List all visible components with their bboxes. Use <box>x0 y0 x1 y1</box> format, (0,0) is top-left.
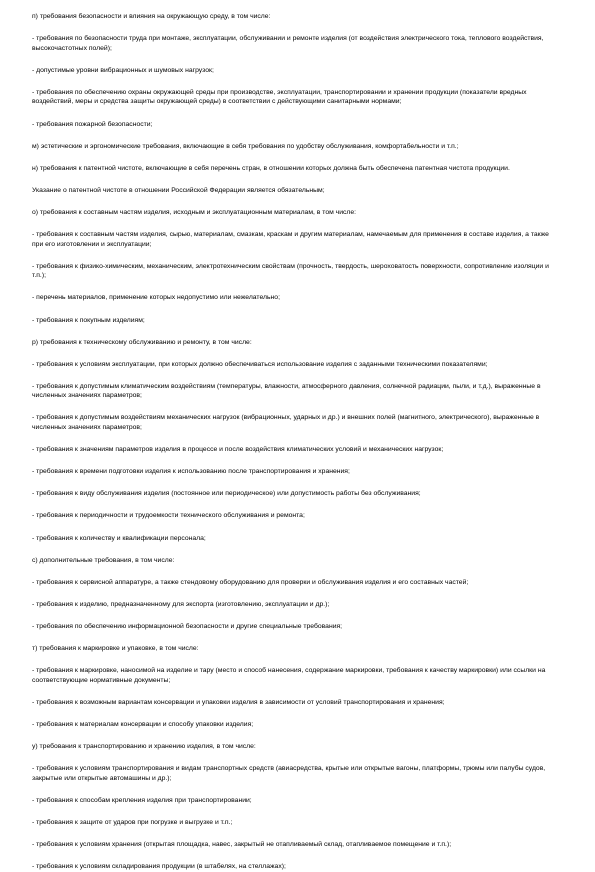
paragraph: - требования по обеспечению информационной безопасности и другие специальные требования; <box>32 622 343 630</box>
paragraph: - требования к возможным вариантам консервации и упаковки изделия в зависимости от условий транспортирования и хранения; <box>32 698 445 706</box>
paragraph: - требования к допустимым климатическим воздействиям (температуры, влажности, атмосферного давления, солнечной радиации, пыли, и т.д.), выраженные в численных значениях параметров; <box>32 382 541 400</box>
paragraph: с) дополнительные требования, в том числе: <box>32 556 175 564</box>
paragraph: о) требования к составным частям изделия, исходным и эксплуатационным материалам, в том числе: <box>32 208 357 216</box>
paragraph: Указание о патентной чистоте в отношении Российской Федерации является обязательным; <box>32 186 325 194</box>
paragraph: - требования к условиям транспортирования и видам транспортных средств (авиасредства, крытые или открытые вагоны, платформы, трюмы или палубы судов, закрытые или открытые автомашины и др.); <box>32 765 546 782</box>
paragraph: п) требования безопасности и влияния на окружающую среду, в том числе: <box>32 13 271 20</box>
paragraph: - требования к способам крепления изделия при транспортировании; <box>32 796 252 804</box>
paragraph: - требования к количеству и квалификации персонала; <box>32 534 206 542</box>
paragraph: - требования к времени подготовки изделия к использованию после транспортирования и хранения; <box>32 468 350 476</box>
paragraph: - требования к периодичности и трудоемкости технического обслуживания и ремонта; <box>32 512 305 520</box>
paragraph: м) эстетические и эргономические требования, включающие в себя требования по удобству обслуживания, комфортабельности и т.п.; <box>32 142 459 150</box>
paragraph: - требования к условиям хранения (открытая площадка, навес, закрытый не отапливаемый склад, отапливаемое помещение и т.п.); <box>32 840 452 848</box>
paragraph: - допустимые уровни вибрационных и шумовых нагрузок; <box>32 66 214 74</box>
paragraph: - требования к виду обслуживания изделия (постоянное или периодическое) или допустимость работы без обслуживания; <box>32 490 421 498</box>
paragraph: т) требования к маркировке и упаковке, в том числе: <box>32 645 199 652</box>
paragraph: - требования к сервисной аппаратуре, а также стендовому оборудованию для проверки и обслуживания изделия и его составных частей; <box>32 578 469 586</box>
paragraph: - требования к допустимым воздействиям механических нагрузок (вибрационных, ударных и др.) и внешних полей (магнитного, электрического), выраженные в численных значениях параметров; <box>32 414 540 432</box>
paragraph: - требования к маркировке, наносимой на изделие и тару (место и способ нанесения, содержание маркировки, требования к качеству маркировки) или ссылки на соответствующие нормативные документы; <box>32 667 546 684</box>
paragraph: - перечень материалов, применение которых недопустимо или нежелательно; <box>32 294 280 302</box>
paragraph: - требования к изделию, предназначенному для экспорта (изготовлению, эксплуатации и др.); <box>32 600 330 608</box>
paragraph: - требования к составным частям изделия, сырью, материалам, смазкам, краскам и другим материалам, намечаемым для применения в составе изделия, а также при его изготовлении и эксплуатации; <box>32 231 549 248</box>
paragraph: - требования к покупным изделиям; <box>32 316 145 324</box>
paragraph: - требования к условиям складирования продукции (в штабелях, на стеллажах); <box>32 863 286 871</box>
paragraph: - требования к физико-химическим, механическим, электротехническим свойствам (прочность, твердость, шероховатость поверхности, сопротивление изоляции и т.п.); <box>32 262 549 280</box>
paragraph: н) требования к патентной чистоте, включающие в себя перечень стран, в отношении которых должна быть обеспечена патентная чистота продукции. <box>32 164 510 172</box>
paragraph: р) требования к техническому обслуживанию и ремонту, в том числе: <box>32 338 252 346</box>
paragraph: - требования к защите от ударов при погрузке и выгрузке и т.п.; <box>32 818 233 826</box>
paragraph: у) требования к транспортированию и хранению изделия, в том числе: <box>32 742 256 750</box>
paragraph: - требования по обеспечению охраны окружающей среды при производстве, эксплуатации, транспортировании и хранении продукции (показатели вредных воздействий, меры и средства защиты окружающей среды) в соответствии с действующими санитарными нормами; <box>32 88 527 106</box>
paragraph: - требования к значениям параметров изделия в процессе и после воздействия климатических условий и механических нагрузок; <box>32 446 444 454</box>
paragraph: - требования пожарной безопасности; <box>32 120 153 128</box>
paragraph: - требования по безопасности труда при монтаже, эксплуатации, обслуживании и ремонте изделия (от воздействия электрического тока, теплового воздействия, высокочастотных полей); <box>32 35 544 52</box>
paragraph: - требования к условиям эксплуатации, при которых должно обеспечиваться использование изделия с заданными техническими показателями; <box>32 360 488 368</box>
paragraph: - требования к материалам консервации и способу упаковки изделия; <box>32 720 254 728</box>
